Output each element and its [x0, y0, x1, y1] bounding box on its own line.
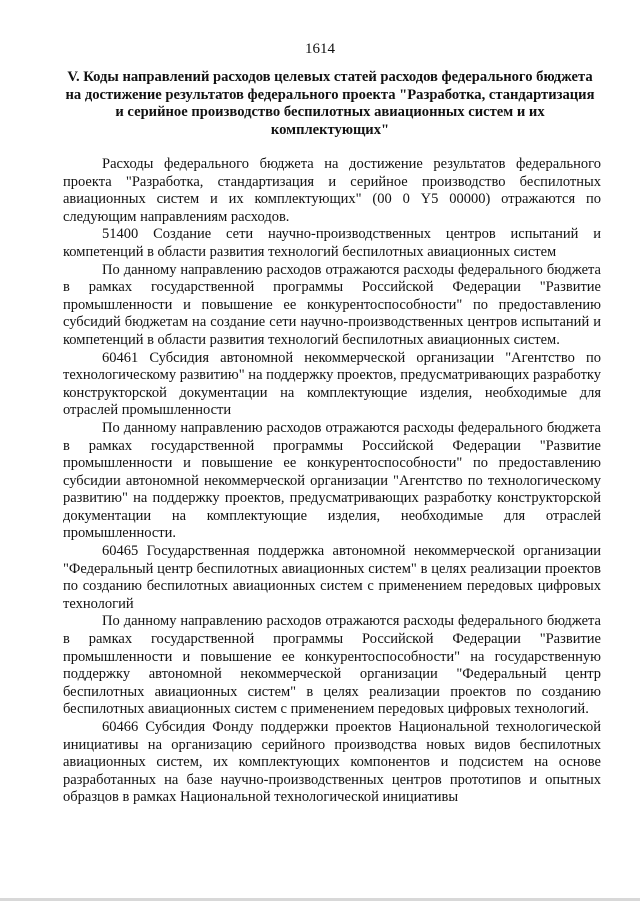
paragraph-code-60465: 60465 Государственная поддержка автономной некоммерческой организации "Федеральный центр беспилотных авиационных систем" в целях реализации проектов по созданию беспилотных авиационных систем с применением передовых цифровых технологий [63, 543, 601, 612]
paragraph-60465-description: По данному направлению расходов отражаются расходы федерального бюджета в рамках государственной программы Российской Федерации "Развитие промышленности и повышение ее конкурентоспособности" на государственную поддержку автономной некоммерческой организации "Федеральный центр беспилотных авиационных систем" в целях реализации проектов по созданию беспилотных авиационных систем с применением передовых цифровых технологий. [63, 613, 601, 718]
paragraph-code-60461: 60461 Субсидия автономной некоммерческой организации "Агентство по технологическому развитию" на поддержку проектов, предусматривающих разработку конструкторской документации на комплектующие изделия, необходимые для отраслей промышленности [63, 349, 601, 419]
section-heading: V. Коды направлений расходов целевых статей расходов федерального бюджета на достижение результатов федерального проекта "Разработка, стандартизация и серийное производство беспилотных авиационных систем и их комплектующих" [65, 69, 595, 138]
paragraph-code-60466: 60466 Субсидия Фонду поддержки проектов Национальной технологической инициативы на организацию серийного производства новых видов беспилотных авиационных систем, их комплектующих компонентов и подсистем на основе разработанных на базе научно-производственных центров прототипов и опытных образцов в рамках Национальной технологической инициативы [63, 719, 601, 806]
paragraph-code-51400: 51400 Создание сети научно-производственных центров испытаний и компетенций в области развития технологий беспилотных авиационных систем [63, 226, 601, 260]
paragraph-intro: Расходы федерального бюджета на достижение результатов федерального проекта "Разработка, стандартизация и серийное производство беспилотных авиационных систем и их комплектующих" (00 0 Y5 00000) отражаются по следующим направлениям расходов. [63, 156, 601, 225]
paragraph-51400-description: По данному направлению расходов отражаются расходы федерального бюджета в рамках государственной программы Российской Федерации "Развитие промышленности и повышение ее конкурентоспособности" по предоставлению субсидий бюджетам на создание сети научно-производственных центров испытаний и компетенций в области развития технологий беспилотных авиационных систем. [63, 261, 601, 348]
page-number: 1614 [305, 41, 335, 57]
document-body [63, 156, 601, 807]
paragraph-60461-description: По данному направлению расходов отражаются расходы федерального бюджета в рамках государственной программы Российской Федерации "Развитие промышленности и повышение ее конкурентоспособности" по предоставлению субсидии автономной некоммерческой организации "Агентство по технологическому развитию" на поддержку проектов, предусматривающих разработку конструкторской документации на комплектующие изделия, необходимые для отраслей промышленности. [63, 419, 601, 542]
